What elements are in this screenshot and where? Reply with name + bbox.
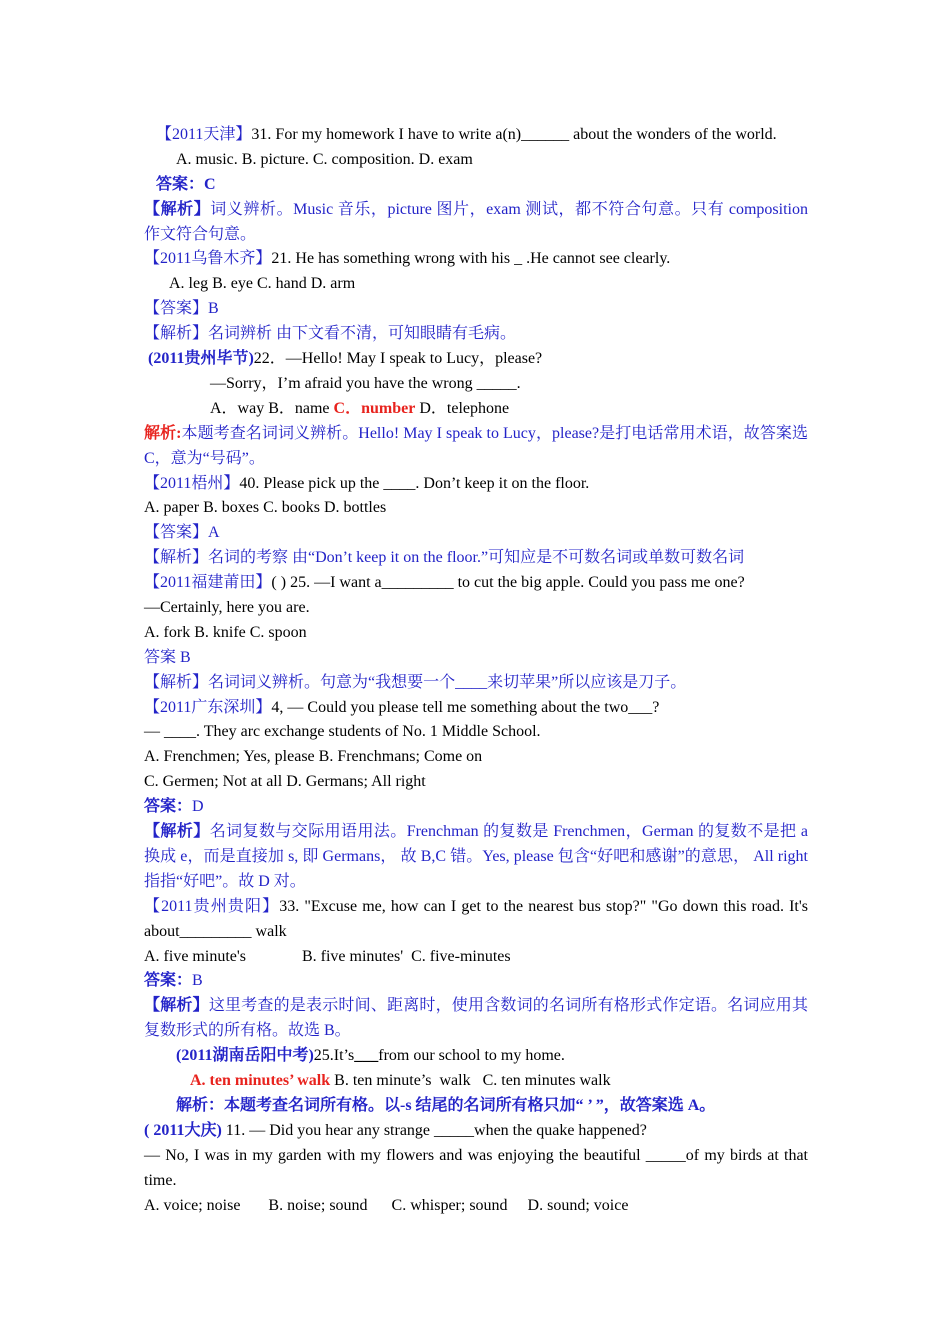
analysis-text: 词义辨析。Music 音乐，picture 图片，exam 测试，都不符合句意。只有 composition 作文符合句意。 [144,200,808,243]
question-6-options-1: A. Frenchmen; Yes, please B. Frenchmans; Come on [144,748,483,766]
question-7-text: 33. "Excuse me, how can I get to the nearest bus stop?" "Go down this road. It's about_________ walk [144,897,808,940]
question-7-analysis [144,994,808,1044]
question-7-answer [144,969,808,994]
question-5-stem [144,571,808,596]
analysis-label: 【解析】 [144,823,210,840]
question-3-option-d: D．telephone [415,399,510,417]
question-8-text-b: from our school to my home. [378,1047,565,1065]
question-1-text: 31. For my homework I have to write a(n)______ about the wonders of the world. [251,126,777,143]
question-3-options [144,397,808,422]
question-4-source-tag: 【2011梧州】 [144,474,240,492]
analysis-text: 本题考查名词词义辨析。Hello! May I speak to Lucy，please?是打电话常用术语，故答案选 C，意为“号码”。 [144,424,808,467]
question-6-stem [144,696,808,721]
question-6-analysis [144,820,808,895]
question-7-source-tag: 【2011贵州贵阳】 [144,897,280,915]
question-3-line-2: —Sorry，I’m afraid you have the wrong _____. [210,374,521,392]
answer-value: B [192,972,203,990]
question-3-source-tag: (2011贵州毕节) [148,350,254,368]
question-5-options: A. fork B. knife C. spoon [144,623,307,641]
question-2-stem [144,247,808,272]
question-2-source-tag: 【2011乌鲁木齐】 [144,250,272,268]
question-1-answer: 答案：C [156,175,216,193]
question-9-options: A. voice; noise B. noise; sound C. whisper; sound D. sound; voice [144,1196,629,1214]
question-5-analysis: 【解析】名词词义辨析。句意为“我想要一个____来切苹果”所以应该是刀子。 [144,673,687,691]
question-3-text: 22．—Hello! May I speak to Lucy，please? [253,350,543,368]
document-page [144,123,808,1218]
question-9-stem [144,1119,808,1144]
question-5-text: ( ) 25. —I want a_________ to cut the big apple. Could you pass me one? [271,574,745,592]
question-3-correct-option: C．number [333,399,416,417]
question-1-stem [144,123,808,148]
question-5-source-tag: 【2011福建莆田】 [144,574,272,592]
question-2-analysis: 【解析】名词辨析 由下文看不清，可知眼睛有毛病。 [144,325,517,343]
question-9-line-2: — No, I was in my garden with my flowers and was enjoying the beautiful _____of my birds at that time. [144,1146,808,1189]
question-8-stem [144,1044,808,1069]
question-4-text: 40. Please pick up the ____. Don’t keep it on the floor. [239,474,590,492]
analysis-text: 名词复数与交际用语用法。Frenchman 的复数是 Frenchmen，German 的复数不是把 a 换成 e，而是直接加 s, 即 Germans， 故 B,C 错。Yes, please 包含“好吧和感谢”的意思， All right 指指“好吧”。故 D 对。 [144,823,808,890]
question-8-other-options: B. ten minute’s walk C. ten minutes walk [330,1072,611,1090]
question-8-text-a: 25.It’s [313,1047,355,1065]
question-9-source-tag: ( 2011大庆) [144,1121,222,1139]
question-1-analysis [144,198,808,248]
question-8-correct-option: A. ten minutes’ walk [190,1072,331,1090]
question-6-source-tag: 【2011广东深圳】 [144,698,272,716]
question-1-source-tag: 【2011天津】 [156,126,252,143]
question-3-stem [144,347,808,372]
question-5-answer: 答案 B [144,648,191,666]
question-6-line-2: — ____. They arc exchange students of No. 1 Middle School. [144,723,541,741]
question-6-text: 4, — Could you please tell me something about the two___? [271,698,660,716]
question-6-options-2: C. Germen; Not at all D. Germans; All right [144,773,426,791]
question-5-line-2: —Certainly, here you are. [144,598,310,616]
question-3-option-ab: A．way B．name [210,399,334,417]
question-1-options: A. music. B. picture. C. composition. D. exam [176,150,473,168]
question-4-options: A. paper B. boxes C. books D. bottles [144,499,387,517]
answer-value: D [192,798,204,816]
question-2-text: 21. He has something wrong with his _ .He cannot see clearly. [271,250,671,268]
question-7-stem [144,895,808,945]
question-4-stem [144,472,808,497]
question-4-analysis: 【解析】名词的考察 由“Don’t keep it on the floor.”可知应是不可数名词或单数可数名词 [144,549,745,567]
analysis-label: 【解析】 [144,200,211,218]
question-7-options: A. five minute's B. five minutes' C. five-minutes [144,947,511,965]
analysis-text: 这里考查的是表示时间、距离时，使用含数词的名词所有格形式作定语。名词应用其复数形式的所有格。故选 B。 [144,997,808,1040]
question-3-analysis [144,422,808,472]
question-8-options [144,1069,808,1094]
analysis-label: 【解析】 [144,997,209,1015]
question-9-text: 11. — Did you hear any strange _____when the quake happened? [221,1121,647,1139]
answer-label: 答案： [144,972,193,990]
answer-label: 答案： [144,798,193,816]
question-4-answer: 【答案】A [144,524,220,542]
question-6-answer [144,795,808,820]
question-2-options: A. leg B. eye C. hand D. arm [169,275,356,293]
question-2-answer: 【答案】B [144,300,219,318]
question-8-source-tag: (2011湖南岳阳中考) [176,1047,314,1065]
question-8-blank: ___ [354,1047,379,1065]
question-8-analysis: 解析：本题考查名词所有格。以-s 结尾的名词所有格只加“ ’ ”，故答案选 A。 [176,1096,716,1114]
analysis-label: 解析: [144,424,182,442]
